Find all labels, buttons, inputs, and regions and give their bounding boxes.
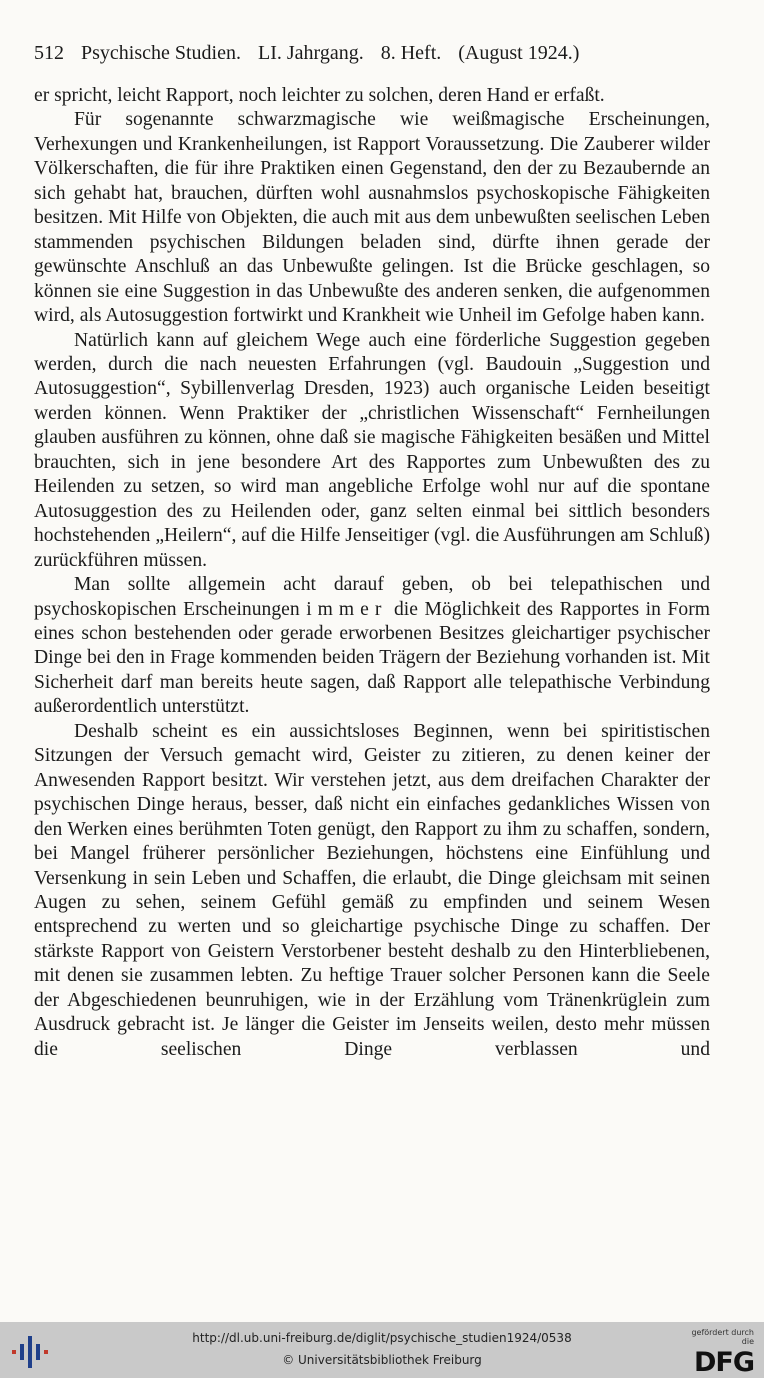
dfg-note: gefördert durch die [691,1328,754,1346]
volume: LI. Jahrgang. [258,42,364,64]
permalink-url[interactable]: http://dl.ub.uni-freiburg.de/diglit/psychische_studien1924/0538 [192,1331,572,1345]
paragraph: Deshalb scheint es ein aussichtsloses Beginnen, wenn bei spiritistischen Sitzungen der Versuch gemacht wird, Geister zu zitieren, zu denen keiner der Anwesenden Rapport besitzt. Wir verstehen jetzt, aus dem dreifachen Charakter der psychischen Dinge heraus, besser, daß nicht ein einfaches gedankliches Wissen von den Werken eines berühmten Toten genügt, den Rapport zu ihm zu schaffen, sondern, bei Mangel früherer persönlicher Beziehungen, höchstens eine Einfühlung und Versenkung in sein Leben und Schaffen, die erlaubt, die Dinge gleichsam mit seinen Augen zu sehen, seinem Gefühl gemäß zu empfinden und seinem Wesen entsprechend zu werten und so gleichartige psychische Dinge zu schaffen. Der stärkste Rapport von Geistern Verstorbener besteht deshalb zu den Hinterbliebenen, mit denen sie zusammen lebten. Zu heftige Trauer solcher Personen kann die Seele der Abgeschiedenen beunruhigen, wie in der Erzählung vom Tränenkrüglein zum Ausdruck gebracht ist. Je länger die Geister im Jenseits weilen, desto mehr müssen die seelischen Dinge verblassen und [34,720,710,1060]
journal-title: Psychische Studien. [81,42,241,64]
paragraph: er spricht, leicht Rapport, noch leichter zu solchen, deren Hand er erfaßt. [34,85,605,106]
copyright-notice: © Universitätsbibliothek Freiburg [282,1353,482,1367]
viewer-footer [0,1322,764,1378]
paragraph [34,573,710,720]
running-header [34,40,714,66]
paragraph: Natürlich kann auf gleichem Wege auch eine förderliche Suggestion gegeben werden, durch die nach neuesten Erfahrungen (vgl. Baudouin „Suggestion und Autosuggestion“, Sybillenverlag Dresden, 1923) auch organische Leiden beseitigt werden können. Wenn Praktiker der „christlichen Wissenschaft“ Fernheilungen glauben ausführen zu können, ohne daß sie magische Fähigkeiten besäßen und Mittel brauchten, sich in jene besondere Art des Rapportes zum Unbewußten des zu Heilenden zu setzen, so wird man angebliche Erfolge wohl nur auf die spontane Autosuggestion des zu Heilenden oder, ganz selten einmal bei sittlich besonders hochstehenden „Heilern“, auf die Hilfe Jenseitiger (vgl. die Ausführungen am Schluß) zurückführen müssen. [34,329,710,571]
page-number: 512 [34,42,64,64]
body-text [34,84,710,1062]
paragraph-text: Man sollte allgemein acht darauf geben, ob bei telepathischen und psychoskopischen Erscheinungen [34,574,710,620]
paragraph-text: die Möglichkeit des Rapportes in Form eines schon bestehenden oder gerade erworbenen Besitzes gleichartiger psychischer Dinge bei den in Frage kommenden beiden Trägern der Beziehung vorhanden ist. Mit Sicherheit darf man bereits heute sagen, daß Rapport alle telepathische Verbindung außerordentlich unterstützt. [34,598,710,718]
issue: 8. Heft. [380,42,442,64]
issue-date: (August 1924.) [458,42,580,64]
dfg-wordmark: DFG [693,1347,754,1378]
emphasized-word: immer [306,598,388,620]
dfg-logo [678,1328,754,1378]
paragraph: Für sogenannte schwarzmagische wie weißmagische Erscheinungen, Verhexungen und Krankenheilungen, ist Rapport Voraussetzung. Die Zauberer wilder Völkerschaften, die für ihre Praktiken einen Gegenstand, den der zu Bezaubernde an sich gehabt hat, brauchen, dürften wohl ausnahmslos psychoskopische Fähigkeiten besitzen. Mit Hilfe von Objekten, die auch mit aus dem unbewußten seelischen Leben stammenden psychischen Bildungen beladen sind, dürfte ihnen gerade der gewünschte Anschluß an das Unbewußte gelingen. Ist die Brücke geschlagen, so können sie eine Suggestion in das Unbewußte des anderen senken, die aufgenommen wird, als Autosuggestion fortwirkt und Krankheit wie Unheil im Gefolge haben kann. [34,109,710,327]
